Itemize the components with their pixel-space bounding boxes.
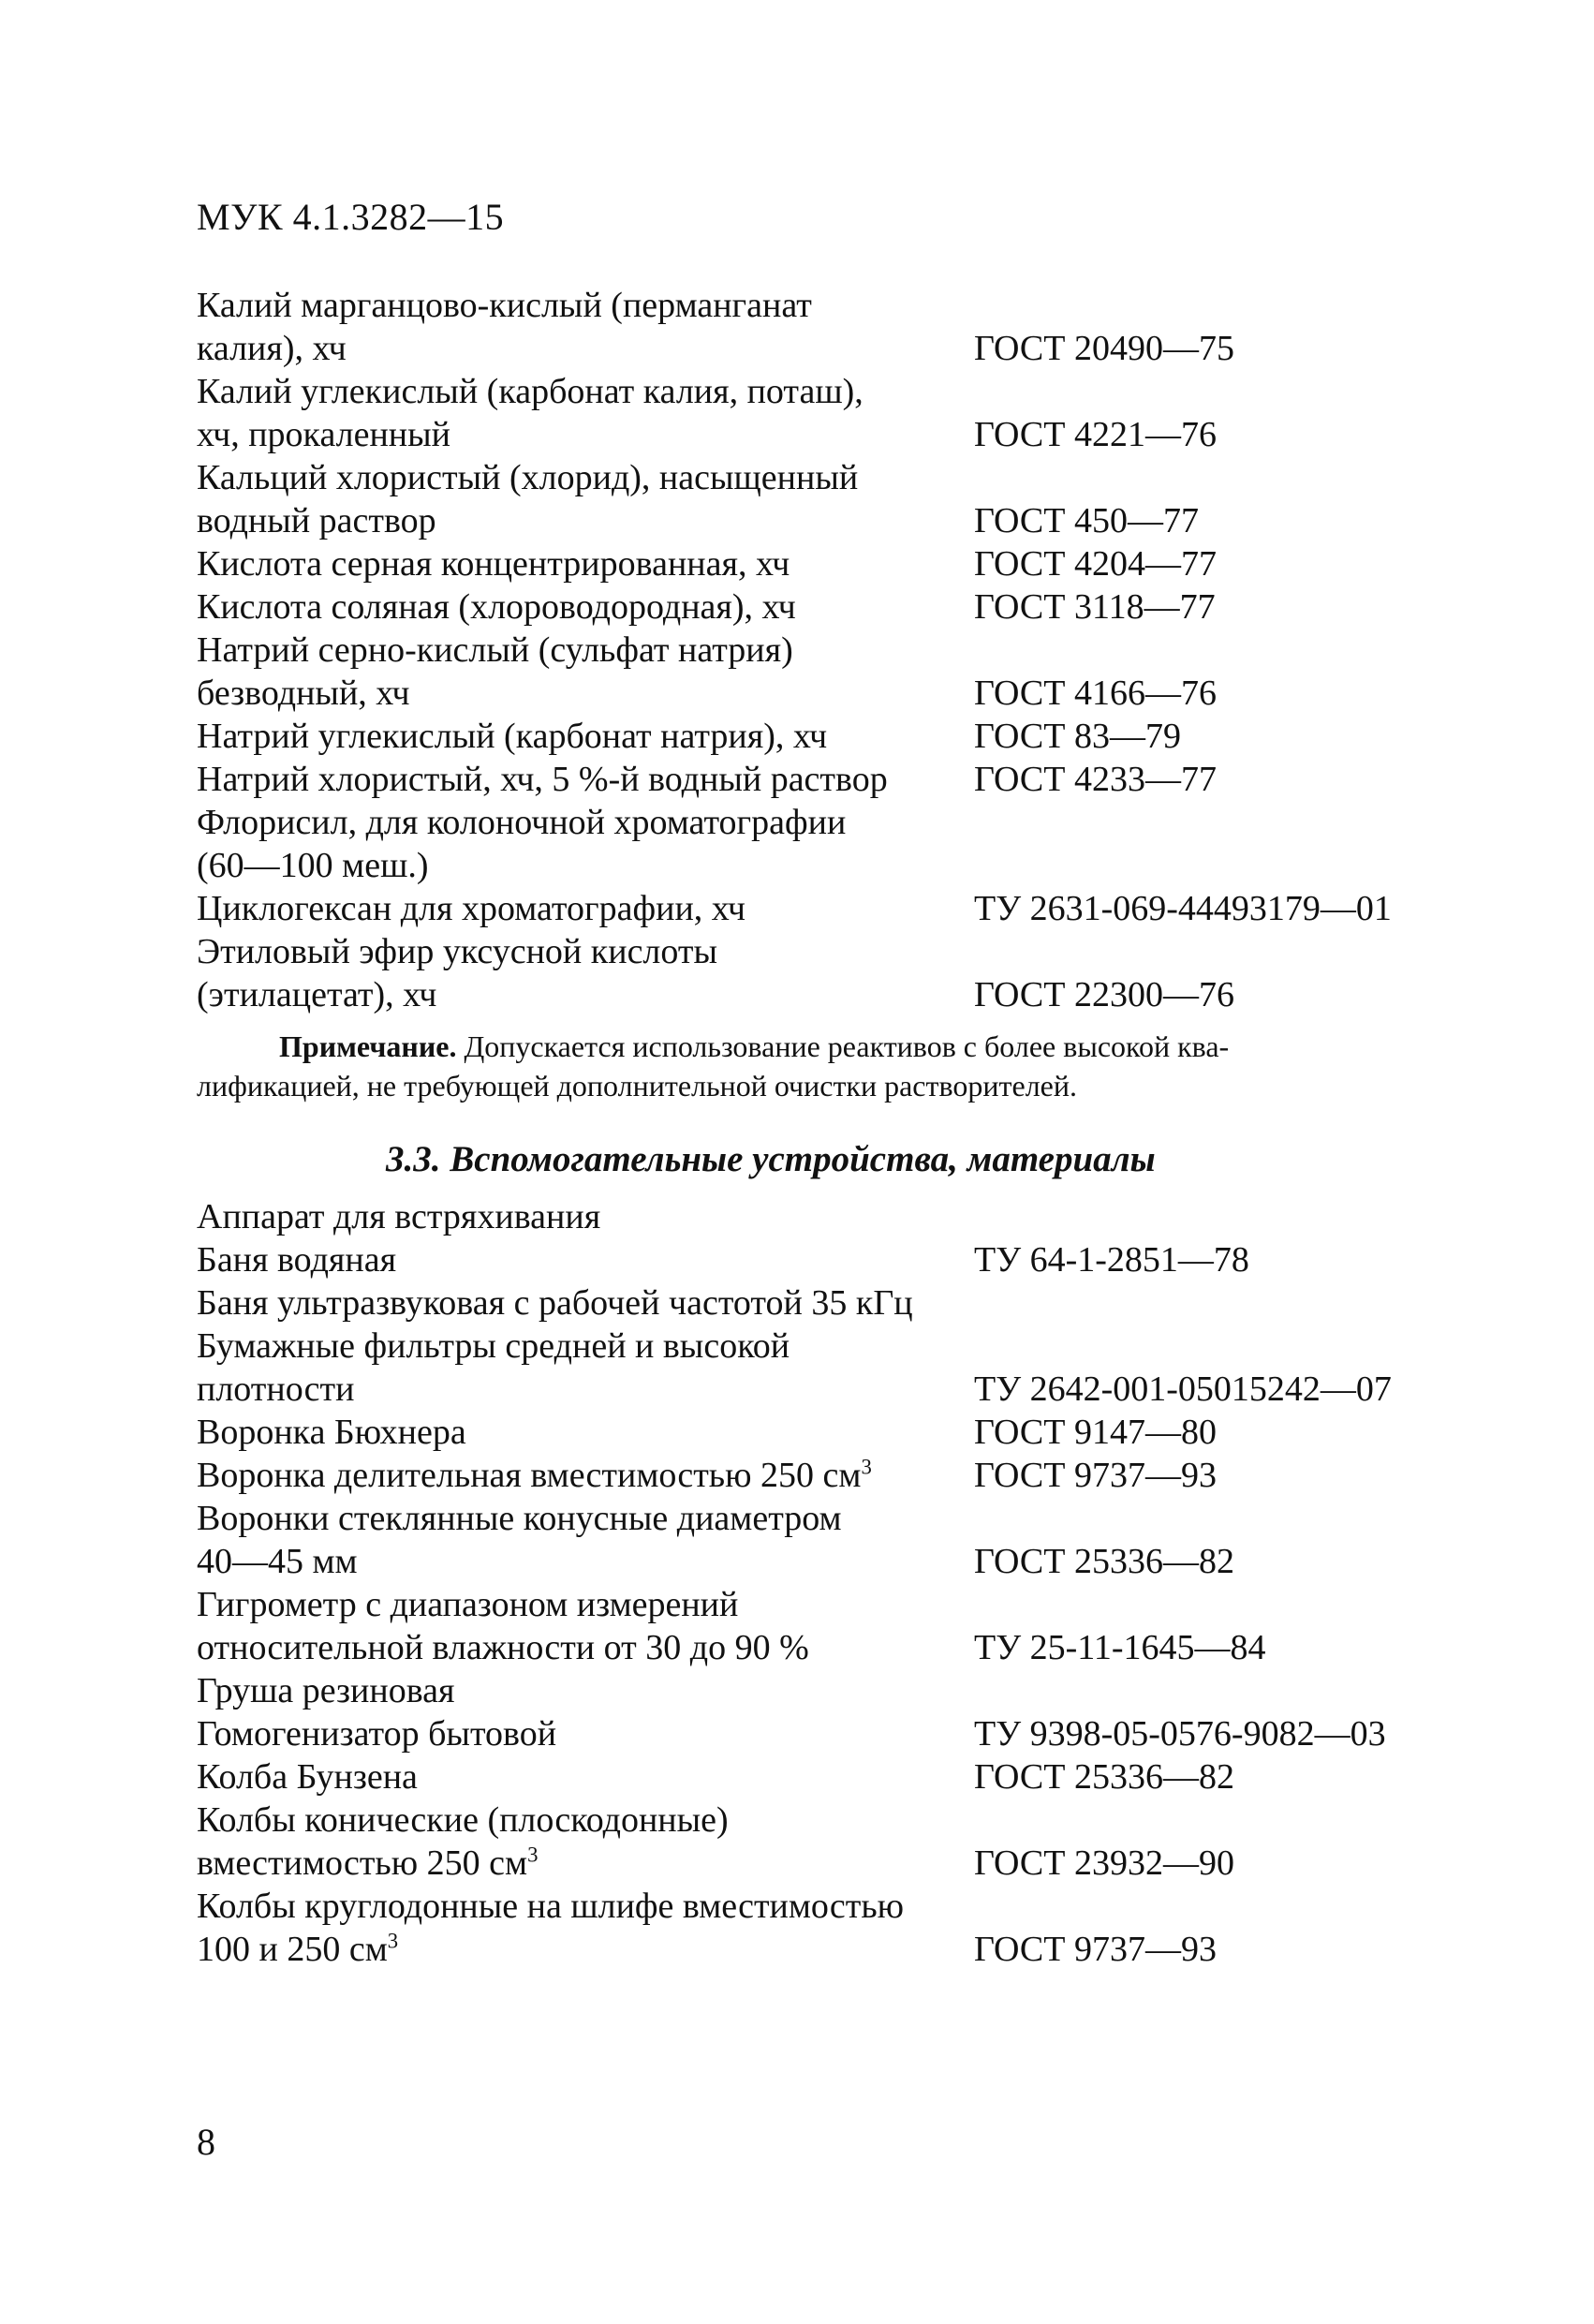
list-item (197, 1195, 1414, 1238)
list-item (197, 1411, 1414, 1454)
list-item (197, 1712, 1414, 1755)
item-name: Циклогексан для хроматографии, хч (197, 889, 745, 928)
item-name: хч, прокаленный (197, 415, 451, 454)
item-name: Колбы конические (плоскодонные) (197, 1800, 729, 1840)
list-item (197, 1583, 1414, 1626)
list-item (197, 1669, 1414, 1712)
item-name: Калий марганцово-кислый (перманганат (197, 286, 812, 325)
list-item (197, 1842, 1414, 1885)
list-item (197, 629, 1414, 672)
item-name: безводный, хч (197, 674, 410, 713)
item-standard: ГОСТ 4233—77 (974, 760, 1217, 799)
list-item (197, 1755, 1414, 1799)
item-standard: ГОСТ 20490—75 (974, 329, 1234, 368)
document-header: МУК 4.1.3282—15 (197, 196, 505, 238)
item-name: калия), хч (197, 329, 347, 368)
list-item (197, 1281, 1414, 1325)
note-paragraph (197, 1027, 1405, 1105)
item-name: Воронка Бюхнера (197, 1413, 466, 1452)
item-name: плотности (197, 1369, 355, 1409)
list-item (197, 499, 1414, 542)
list-item (197, 844, 1414, 887)
item-name: Воронки стеклянные конусные диаметром (197, 1499, 842, 1538)
note-label: Примечание. (279, 1029, 457, 1063)
item-standard: ГОСТ 4166—76 (974, 674, 1217, 713)
item-name: Баня ультразвуковая с рабочей частотой 35 кГц (197, 1283, 913, 1323)
item-standard: ГОСТ 9147—80 (974, 1413, 1217, 1452)
list-item (197, 801, 1414, 844)
list-item (197, 1626, 1414, 1669)
list-item (197, 1325, 1414, 1368)
list-item (197, 284, 1414, 327)
item-standard: ГОСТ 22300—76 (974, 975, 1234, 1014)
item-standard: ГОСТ 9737—93 (974, 1456, 1217, 1495)
item-standard: ГОСТ 9737—93 (974, 1930, 1217, 1969)
list-item (197, 1540, 1414, 1583)
item-standard: ГОСТ 3118—77 (974, 587, 1216, 627)
item-standard: ГОСТ 25336—82 (974, 1542, 1234, 1581)
list-item (197, 413, 1414, 456)
item-standard: ТУ 2642-001-05015242—07 (974, 1369, 1392, 1409)
list-item (197, 715, 1414, 758)
item-name: Кислота серная концентрированная, хч (197, 544, 790, 584)
item-name: Баня водяная (197, 1240, 397, 1280)
list-item (197, 672, 1414, 715)
item-name: Флорисил, для колоночной хроматографии (197, 803, 847, 842)
equipment-list (197, 1195, 1414, 1971)
item-standard: ГОСТ 83—79 (974, 717, 1181, 756)
reagents-list (197, 284, 1414, 1016)
item-standard: ТУ 25-11-1645—84 (974, 1628, 1266, 1667)
item-standard: ГОСТ 25336—82 (974, 1757, 1234, 1797)
item-name: Этиловый эфир уксусной кислоты (197, 932, 718, 971)
item-name: Гомогенизатор бытовой (197, 1714, 557, 1754)
item-name: 40—45 мм (197, 1542, 358, 1581)
list-item (197, 1799, 1414, 1842)
item-standard: ГОСТ 4221—76 (974, 415, 1217, 454)
list-item (197, 973, 1414, 1016)
item-standard: ТУ 2631-069-44493179—01 (974, 889, 1392, 928)
list-item (197, 1238, 1414, 1281)
item-name: Кальций хлористый (хлорид), насыщенный (197, 458, 859, 497)
list-item (197, 542, 1414, 585)
list-item (197, 1497, 1414, 1540)
item-name: Колбы круглодонные на шлифе вместимостью (197, 1887, 905, 1926)
item-name: Бумажные фильтры средней и высокой (197, 1326, 790, 1366)
item-name: 100 и 250 $см^3$ (197, 1929, 399, 1969)
note-line-1 (197, 1027, 1405, 1066)
item-name: Натрий хлористый, хч, 5 %-й водный раствор (197, 760, 888, 799)
note-text-2: лификацией, не требующей дополнительной очистки растворителей. (197, 1069, 1077, 1103)
list-item (197, 1454, 1414, 1497)
item-standard: ГОСТ 4204—77 (974, 544, 1217, 584)
page-number: 8 (197, 2121, 215, 2163)
list-item (197, 585, 1414, 629)
item-name: Натрий серно-кислый (сульфат натрия) (197, 630, 793, 670)
item-name: вместимостью 250 $см^3$ (197, 1843, 539, 1883)
list-item (197, 1928, 1414, 1971)
list-item (197, 456, 1414, 499)
item-standard: ТУ 9398-05-0576-9082—03 (974, 1714, 1386, 1754)
item-name: (60—100 меш.) (197, 846, 429, 885)
item-name: (этилацетат), хч (197, 975, 437, 1014)
list-item (197, 930, 1414, 973)
list-item (197, 1885, 1414, 1928)
item-name: относительной влажности от 30 до 90 % (197, 1628, 809, 1667)
list-item (197, 758, 1414, 801)
item-name: Воронка делительная вместимостью 250 $см^3$ (197, 1455, 872, 1495)
item-name: Калий углекислый (карбонат калия, поташ), (197, 372, 863, 411)
item-name: Груша резиновая (197, 1671, 455, 1710)
item-name: водный раствор (197, 501, 436, 540)
item-name: Натрий углекислый (карбонат натрия), хч (197, 717, 828, 756)
list-item (197, 887, 1414, 930)
item-name: Кислота соляная (хлороводородная), хч (197, 587, 796, 627)
note-text-1: Допускается использование реактивов с более высокой ква- (456, 1029, 1230, 1063)
list-item (197, 327, 1414, 370)
item-standard: ГОСТ 23932—90 (974, 1843, 1234, 1883)
item-standard: ГОСТ 450—77 (974, 501, 1199, 540)
section-title: 3.3. Вспомогательные устройства, материалы (386, 1139, 1156, 1179)
item-name: Колба Бунзена (197, 1757, 418, 1797)
list-item (197, 1368, 1414, 1411)
item-name: Аппарат для встряхивания (197, 1197, 601, 1236)
item-name: Гигрометр с диапазоном измерений (197, 1585, 739, 1624)
item-standard: ТУ 64-1-2851—78 (974, 1240, 1249, 1280)
list-item (197, 370, 1414, 413)
